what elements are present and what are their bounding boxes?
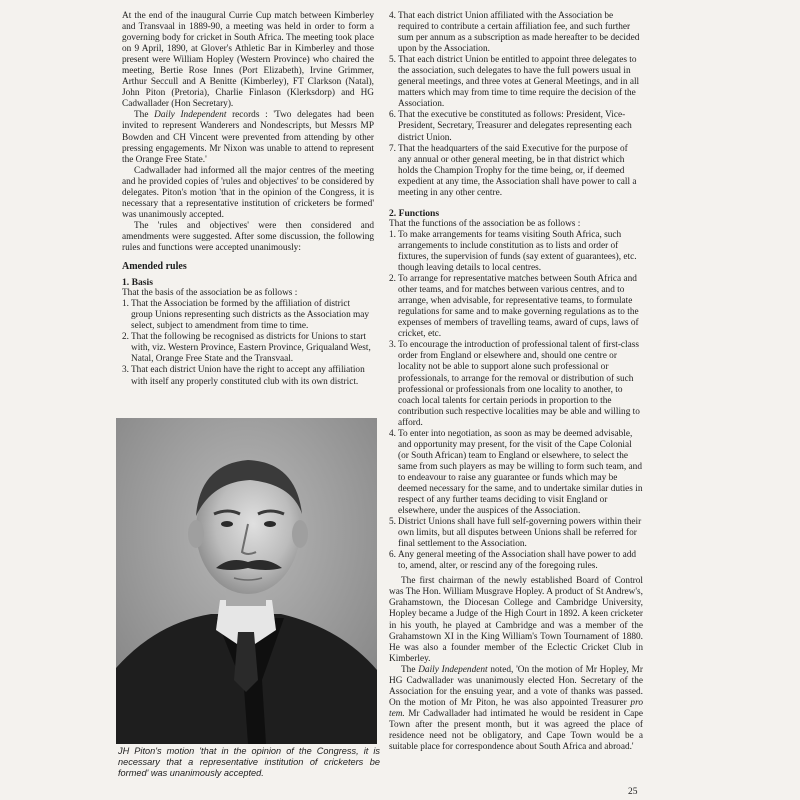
- page-number: 25: [628, 787, 638, 797]
- list-item: 1. To make arrangements for teams visiting South Africa, such arrangements to include constitution as to lists and order of fixtures, the supervision of funds (say extent of guarantees), etc. though leaving details to local centres.: [389, 229, 637, 274]
- chairman-paragraph: The first chairman of the newly established Board of Control was The Hon. William Musgrave Hopley. A product of St Andrew's, Grahamstown, the Diocesan College and Cambridge University, Hopley became a Judge of the High Court in 1892. A keen cricketer in his youth, he played at Cambridge and was a member of the Grahamstown XI in the King William's Town Tournament of 1880. He was also a founder member of the Eclectic Cricket Club in Kimberley.: [389, 576, 643, 664]
- right-column: [389, 11, 643, 753]
- list-item: 1. That the Association be formed by the affiliation of district group Unions representing such districts as the Association may select, subject to amendment from time to time.: [122, 299, 370, 332]
- list-item: 3. That each district Union have the right to accept any affiliation with itself any properly constituted club with its own district.: [122, 365, 365, 387]
- photo-caption: JH Piton's motion 'that in the opinion of the Congress, it is necessary that a representative institution of cricketers be formed' was unanimously accepted.: [118, 746, 380, 778]
- basis-heading: 1. Basis: [122, 277, 153, 289]
- basis-list-right: [389, 11, 643, 199]
- intro-paragraph: At the end of the inaugural Currie Cup match between Kimberley and Transvaal in 1889-90, a meeting was held in order to form a governing body for cricket in South Africa. The meeting took place on 9 April, 1890, at Glover's Athletic Bar in Kimberley and those present were William Hopley (Western Province) who chaired the meeting, Bertie Rose Innes (Port Elizabeth), Irvine Grimmer, Arthur Seccull and A Benitte (Kimberley), FT Clarkson (Natal), John Piton (Pretoria), Charlie Finlason (Klerksdorp) and HG Cadwallader (Hon Secretary).: [122, 11, 374, 110]
- list-item: 7. That the headquarters of the said Executive for the purpose of any annual or other general meeting, be in that district which holds the Champion Trophy for the time being, or, if deemed expedient at any time, the Association shall have power to call a meeting in any other centre.: [389, 143, 637, 198]
- list-item: 5. That each district Union be entitled to appoint three delegates to the association, such delegates to have the full powers usual in general meetings, and three votes at General Meetings, and in all matters which may from time to time require the decision of the Association.: [389, 55, 640, 110]
- list-item: 3. To encourage the introduction of professional talent of first-class order from England or elsewhere and, should one centre or locality not be able to support alone such professional or professionals, to arrange for the removal or distribution of such professional or professionals from one locality to another, to coach local talents for certain periods in proportion to the contribution such respective localities may be able and willing to afford.: [389, 340, 640, 428]
- list-item: 2. To arrange for representative matches between South Africa and other teams, and for matches between various centres, and to arrange, when advisable, for representative teams, to formulate regulations for same and to make governing regulations as to the expenses of members of travelling teams, award of cups, laws of cricket, etc.: [389, 274, 639, 340]
- list-item: 6. Any general meeting of the Association shall have power to add to, amend, alter, or rescind any of the foregoing rules.: [389, 550, 637, 572]
- list-item: 4. That each district Union affiliated with the Association be required to contribute a certain affiliation fee, and such further sum per annum as a subscription as made hereafter to be decided upon by the Association.: [389, 11, 640, 55]
- basis-list-left: [122, 299, 374, 387]
- functions-heading: 2. Functions: [389, 207, 440, 219]
- left-column: [122, 11, 374, 388]
- list-item: 5. District Unions shall have full self-governing powers within their own limits, but all disputes between Unions shall be referred for final settlement to the Association.: [389, 517, 642, 550]
- list-item: 6. That the executive be constituted as follows: President, Vice-President, Secretary, Treasurer and delegates representing each district Union.: [389, 110, 632, 143]
- basis-intro: That the basis of the association be as follows :: [122, 288, 298, 299]
- closing-paragraph: The Daily Independent noted, 'On the motion of Mr Hopley, Mr HG Cadwallader was unanimously elected Hon. Secretary of the Association for the ensuing year, and a vote of thanks was passed. On the motion of Mr Piton, he was also appointed Treasurer pro tem. Mr Cadwallader had intimated he would be resident in Cape Town after the present month, but it was agreed the place of residence need not be obligatory, and Cape Town would be a suitable place for correspondence about South Africa and abroad.': [389, 664, 643, 753]
- functions-list: [389, 230, 643, 572]
- rules-paragraph: The 'rules and objectives' were then considered and amendments were suggested. After some discussion, the following rules and functions were accepted unanimously:: [122, 220, 374, 253]
- functions-intro: That the functions of the association be as follows :: [389, 218, 581, 229]
- daily-independent-paragraph: The Daily Independent records : 'Two delegates had been invited to represent Wanderers and Nondescripts, but Messrs MP Bowden and CH Vincent were prevented from attending by other pressing engagements. Mr Nixon was unable to attend to represent the Orange Free State.': [122, 110, 374, 165]
- newspaper-title: Daily Independent: [418, 664, 488, 675]
- list-item: 4. To enter into negotiation, as soon as may be deemed advisable, and opportunity may present, for the visit of the Cape Colonial (or South African) team to England or elsewhere, to select the same from such players as may be willing to form such team, and to endeavour to raise any guarantee or funds which may be deemed necessary for the same, and to undertake similar duties in respect of any further teams deciding to visit England or elsewhere, under the auspices of the Association.: [389, 428, 643, 517]
- portrait-image: [116, 418, 377, 744]
- cadwallader-paragraph: Cadwallader had informed all the major centres of the meeting and he provided copies of 'rules and objectives' to be considered by delegates. Piton's motion 'that in the opinion of the Congress, it is necessary that a representative institution of cricketers be formed' was unanimously accepted.: [122, 165, 374, 220]
- portrait-photo: [116, 418, 377, 744]
- amended-rules-heading: Amended rules: [122, 261, 187, 273]
- list-item: 2. That the following be recognised as districts for Unions to start with, viz. Western Province, Eastern Province, Griqualand West, Natal, Orange Free State and the Transvaal.: [122, 332, 371, 365]
- newspaper-title: Daily Independent: [154, 110, 227, 121]
